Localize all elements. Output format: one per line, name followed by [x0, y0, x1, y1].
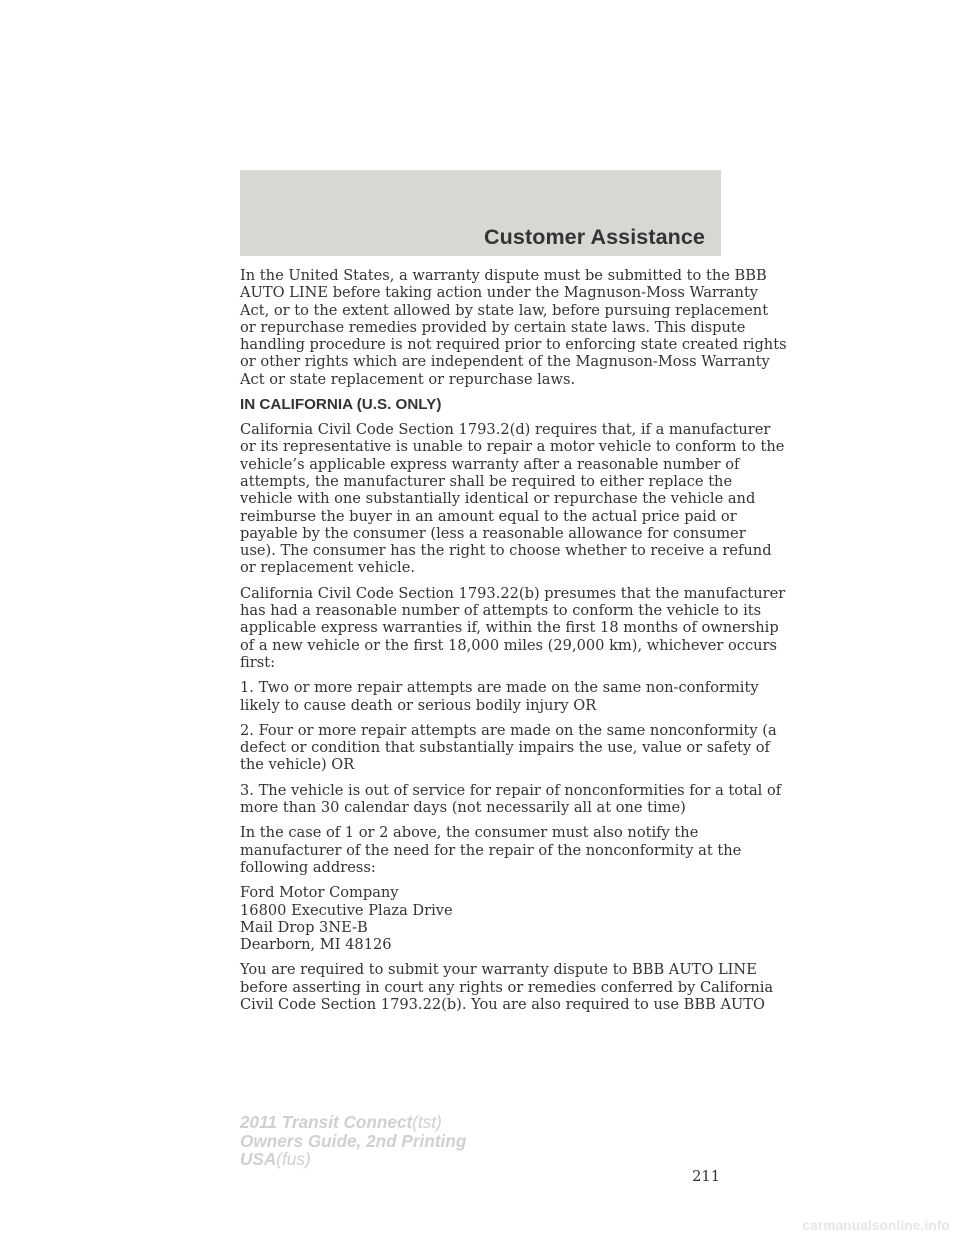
- text-line: more than 30 calendar days (not necessarily all at one time): [240, 799, 686, 817]
- text-line: handling procedure is not required prior to enforcing state created rights: [240, 336, 787, 354]
- footer-line-model: [240, 1113, 466, 1132]
- text-line: following address:: [240, 858, 376, 876]
- text-line: California Civil Code Section 1793.22(b) presumes that the manufacturer: [240, 584, 786, 602]
- document-footer: [240, 1113, 466, 1169]
- footer-model: 2011 Transit Connect: [240, 1112, 413, 1132]
- text-line: Act or state replacement or repurchase laws.: [240, 370, 576, 388]
- text-line: 2. Four or more repair attempts are made on the same nonconformity (a: [240, 721, 777, 739]
- section-heading-california: IN CALIFORNIA (U.S. ONLY): [240, 396, 442, 414]
- paragraph-bbb-dispute: [240, 267, 787, 388]
- address-line: 16800 Executive Plaza Drive: [240, 901, 453, 919]
- list-item-2: [240, 721, 777, 774]
- text-line: or other rights which are independent of the Magnuson-Moss Warranty: [240, 353, 770, 371]
- text-line: or its representative is unable to repair a motor vehicle to conform to the: [240, 438, 785, 456]
- text-line: vehicle with one substantially identical or repurchase the vehicle and: [240, 490, 756, 508]
- address-line: Ford Motor Company: [240, 884, 399, 902]
- text-line: 3. The vehicle is out of service for repair of nonconformities for a total of: [240, 781, 782, 799]
- text-line: applicable express warranties if, within the first 18 months of ownership: [240, 619, 779, 637]
- footer-guide: Owners Guide, 2nd Printing: [240, 1130, 467, 1151]
- text-line: or replacement vehicle.: [240, 559, 415, 577]
- text-line: AUTO LINE before taking action under the Magnuson-Moss Warranty: [240, 284, 759, 302]
- text-line: before asserting in court any rights or remedies conferred by California: [240, 978, 774, 996]
- text-line: In the United States, a warranty dispute must be submitted to the BBB: [240, 267, 767, 284]
- footer-line-market: [240, 1150, 466, 1169]
- text-line: In the case of 1 or 2 above, the consumer must also notify the: [240, 824, 699, 842]
- paragraph-submit-dispute: [240, 961, 774, 1013]
- text-line: manufacturer of the need for the repair of the nonconformity at the: [240, 841, 742, 859]
- text-line: You are required to submit your warranty dispute to BBB AUTO LINE: [240, 961, 757, 979]
- address-line: Dearborn, MI 48126: [240, 936, 392, 954]
- text-line: 1. Two or more repair attempts are made on the same non-conformity: [240, 679, 759, 697]
- text-line: likely to cause death or serious bodily injury OR: [240, 696, 597, 714]
- site-watermark: carmanualsonline.info: [802, 1218, 950, 1233]
- text-line: first:: [240, 653, 275, 671]
- page-number: 211: [692, 1168, 720, 1185]
- page-content: [240, 267, 787, 1021]
- section-header-band: [240, 170, 721, 256]
- text-line: use). The consumer has the right to choose whether to receive a refund: [240, 542, 772, 560]
- list-item-1: [240, 679, 759, 714]
- footer-market: USA: [240, 1149, 277, 1169]
- text-line: has had a reasonable number of attempts to conform the vehicle to its: [240, 602, 762, 620]
- address-line: Mail Drop 3NE-B: [240, 918, 368, 936]
- text-line: or repurchase remedies provided by certain state laws. This dispute: [240, 318, 746, 336]
- text-line: Civil Code Section 1793.22(b). You are also required to use BBB AUTO: [240, 995, 765, 1013]
- text-line: Act, or to the extent allowed by state law, before pursuing replacement: [240, 301, 769, 319]
- section-title: Customer Assistance: [484, 225, 705, 249]
- paragraph-code-1793-2: [240, 421, 785, 577]
- text-line: California Civil Code Section 1793.2(d) requires that, if a manufacturer: [240, 421, 771, 439]
- mailing-address: [240, 884, 730, 953]
- text-line: the vehicle) OR: [240, 756, 355, 774]
- footer-model-code: (tst): [412, 1112, 442, 1132]
- text-line: vehicle’s applicable express warranty after a reasonable number of: [240, 455, 740, 473]
- text-line: of a new vehicle or the first 18,000 miles (29,000 km), whichever occurs: [240, 636, 777, 654]
- paragraph-code-1793-22: [240, 584, 786, 671]
- text-line: payable by the consumer (less a reasonable allowance for consumer: [240, 524, 746, 542]
- paragraph-notify: [240, 824, 742, 876]
- text-line: defect or condition that substantially impairs the use, value or safety of: [240, 739, 770, 757]
- text-line: attempts, the manufacturer shall be required to either replace the: [240, 472, 733, 490]
- list-item-3: [240, 781, 782, 817]
- footer-market-code: (fus): [276, 1149, 311, 1169]
- footer-line-guide: [240, 1132, 466, 1151]
- text-line: reimburse the buyer in an amount equal to the actual price paid or: [240, 507, 737, 525]
